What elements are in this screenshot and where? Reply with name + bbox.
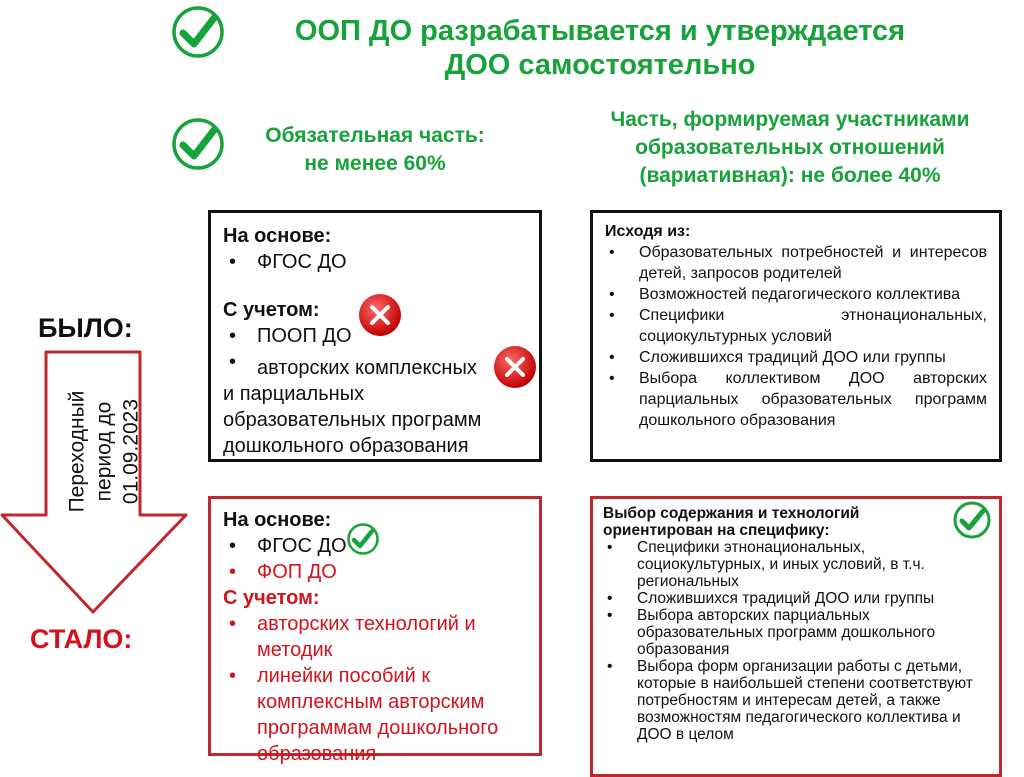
- consider-heading: С учетом:: [223, 587, 320, 609]
- consider-heading: С учетом:: [223, 299, 320, 321]
- transition-line3: 01.09.2023: [119, 398, 143, 505]
- list-item: • ФГОС ДО: [223, 249, 527, 275]
- basis-heading: На основе:: [223, 225, 332, 247]
- variable-part-heading: [560, 106, 1020, 190]
- variable-part-line2: образовательных отношений: [635, 136, 945, 159]
- consider-tail-line3: дошкольного образования: [223, 435, 469, 457]
- box-became-variable: [590, 496, 1002, 777]
- list-item: • Специфики этнонациональных, социокультурных, и иных условий, в т.ч. региональных: [603, 539, 989, 590]
- list-item: • Сложившихся традиций ДОО или группы: [605, 347, 987, 368]
- was-label: БЫЛО:: [38, 313, 133, 343]
- cross-icon-poop: [357, 292, 403, 343]
- page-title: [200, 14, 1000, 82]
- title-line1: ООП ДО разрабатывается и утверждается: [294, 15, 906, 47]
- list-item: • линейки пособий к комплексным авторским программам дошкольного образования: [223, 663, 527, 767]
- content-choice-heading: Выбор содержания и технологий ориентирован на специфику:: [603, 505, 860, 539]
- transition-line1: Переходный: [65, 390, 89, 513]
- list-item: • Выбора коллективом ДОО авторских парциальных образовательных программ дошкольного образования: [605, 368, 987, 431]
- list-item: • ПООП ДО: [223, 323, 527, 349]
- required-part-heading: [215, 122, 535, 178]
- list-item: • Специфики этнонациональных, социокультурных условий: [605, 305, 987, 347]
- basis-heading: На основе:: [223, 509, 332, 531]
- check-icon-fgos: [346, 522, 380, 561]
- box-was-variable: [590, 210, 1002, 462]
- list-item: • авторских комплексных: [223, 349, 527, 381]
- variable-part-line1: Часть, формируемая участниками: [610, 108, 970, 131]
- cross-icon-author: [492, 344, 538, 395]
- list-item: • Образовательных потребностей и интересов детей, запросов родителей: [605, 242, 987, 284]
- list-item: • ФОП ДО: [223, 559, 527, 585]
- required-part-line2: не менее 60%: [304, 152, 446, 175]
- based-on-heading: Исходя из:: [605, 223, 691, 240]
- variable-part-line3: (вариативная): не более 40%: [639, 164, 941, 187]
- list-item: • Сложившихся традиций ДОО или группы: [603, 590, 989, 607]
- became-label: СТАЛО:: [30, 624, 133, 654]
- required-part-line1: Обязательная часть:: [265, 124, 485, 147]
- list-item: • Возможностей педагогического коллектива: [605, 284, 987, 305]
- consider-tail-line1: и парциальных: [223, 383, 365, 405]
- title-line2: ДОО самостоятельно: [444, 49, 756, 81]
- consider-tail-line2: образовательных программ: [223, 409, 482, 431]
- list-item: • Выбора авторских парциальных образовательных программ дошкольного образования: [603, 607, 989, 658]
- transition-period: [48, 355, 148, 535]
- transition-line2: период до: [92, 401, 116, 502]
- list-item: • ФГОС ДО: [223, 533, 527, 559]
- list-item: • авторских технологий и методик: [223, 611, 527, 663]
- check-icon-variable: [952, 500, 992, 545]
- list-item: • Выбора форм организации работы с детьми, которые в наибольшей степени соответствуют потребностям и интересам детей, а также возможностям педагогического коллектива и ДОО в целом: [603, 658, 989, 743]
